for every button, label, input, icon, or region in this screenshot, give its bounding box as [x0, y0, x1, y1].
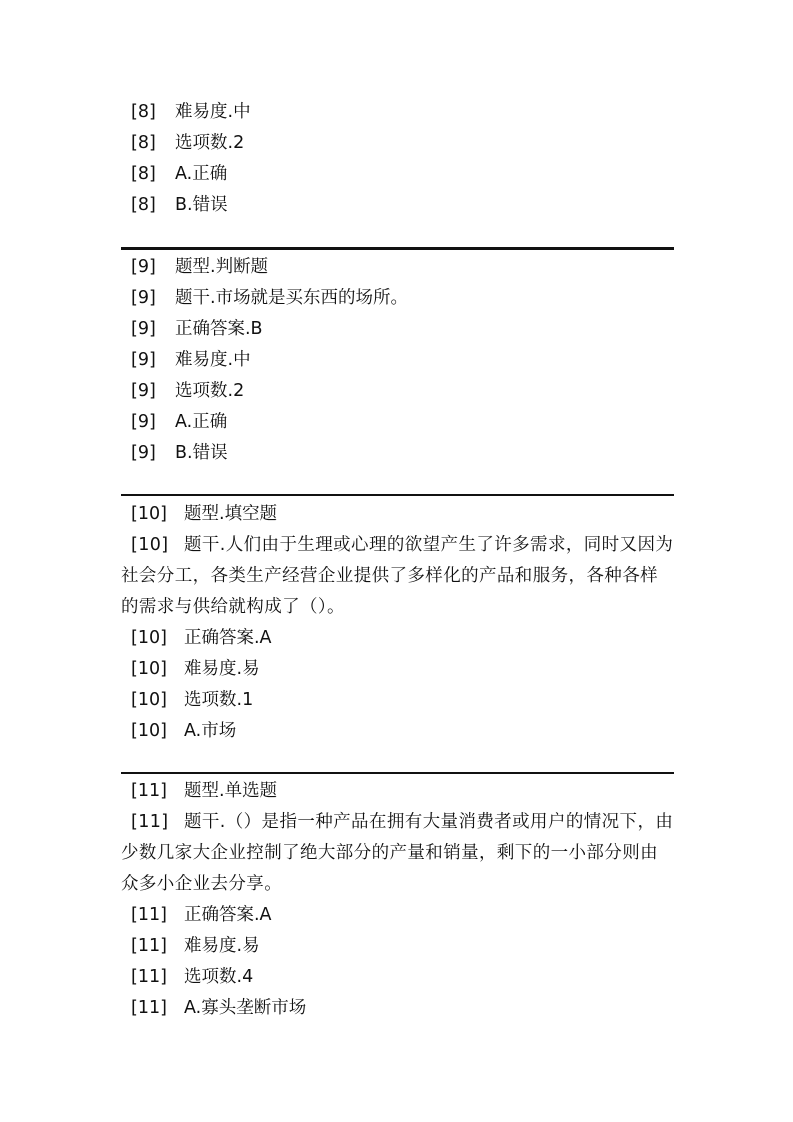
- question-tag: [11]: [131, 936, 167, 956]
- question-tag: [10]: [131, 690, 167, 710]
- line-text: A.寡头垄断市场: [184, 998, 307, 1018]
- question-10-option-count: [121, 685, 674, 716]
- question-tag: [8]: [131, 164, 156, 184]
- question-11-option-count: [121, 962, 674, 993]
- question-10-option-a: [121, 716, 674, 747]
- question-9-block: [121, 252, 674, 469]
- section-divider: [121, 772, 674, 774]
- line-text: 难易度.中: [175, 102, 251, 122]
- line-text: 难易度.中: [175, 350, 251, 370]
- question-tag: [9]: [131, 381, 156, 401]
- question-8-option-count: [121, 128, 674, 159]
- question-10-block: [121, 499, 674, 747]
- line-text: A.正确: [175, 164, 228, 184]
- question-9-option-count: [121, 376, 674, 407]
- line-text: B.错误: [175, 443, 228, 463]
- line-text: 正确答案.A: [184, 628, 272, 648]
- question-tag: [8]: [131, 133, 156, 153]
- line-text: 难易度.易: [184, 659, 260, 679]
- line-text: 选项数.2: [175, 133, 245, 153]
- question-tag: [9]: [131, 443, 156, 463]
- section-divider: [121, 247, 674, 250]
- line-text: 选项数.4: [184, 967, 254, 987]
- question-10-type: [121, 499, 674, 530]
- line-text: 选项数.2: [175, 381, 245, 401]
- question-10-answer: [121, 623, 674, 654]
- question-11-option-a: [121, 993, 674, 1024]
- line-text: 题型.单选题: [184, 781, 278, 801]
- question-tag: [10]: [131, 721, 167, 741]
- question-11-answer: [121, 900, 674, 931]
- question-tag: [8]: [131, 195, 156, 215]
- question-9-difficulty: [121, 345, 674, 376]
- section-divider: [121, 494, 674, 496]
- line-text: 正确答案.B: [175, 319, 263, 339]
- question-tag: [9]: [131, 319, 156, 339]
- question-tag: [11]: [131, 905, 167, 925]
- question-tag: [9]: [131, 350, 156, 370]
- question-8-option-b: [121, 190, 674, 221]
- question-8-difficulty: [121, 97, 674, 128]
- question-9-type: [121, 252, 674, 283]
- question-8-block: [121, 97, 674, 221]
- line-text: A.正确: [175, 412, 228, 432]
- question-tag: [9]: [131, 257, 156, 277]
- question-9-option-a: [121, 407, 674, 438]
- question-tag: [8]: [131, 102, 156, 122]
- question-10-difficulty: [121, 654, 674, 685]
- line-text: A.市场: [184, 721, 237, 741]
- question-tag: [9]: [131, 412, 156, 432]
- question-tag: [11]: [131, 812, 169, 832]
- question-9-stem: [121, 283, 674, 314]
- question-tag: [10]: [131, 628, 167, 648]
- line-text: 选项数.1: [184, 690, 254, 710]
- question-8-option-a: [121, 159, 674, 190]
- question-tag: [11]: [131, 781, 167, 801]
- question-9-answer: [121, 314, 674, 345]
- stem-text: 题干.（）是指一种产品在拥有大量消费者或用户的情况下，由少数几家大企业控制了绝大部分的产量和销量，剩下的一小部分则由众多小企业去分享。: [121, 812, 674, 894]
- question-tag: [10]: [131, 535, 169, 555]
- line-text: 题型.填空题: [184, 504, 278, 524]
- question-9-option-b: [121, 438, 674, 469]
- stem-text: 题干.人们由于生理或心理的欲望产生了许多需求，同时又因为社会分工，各类生产经营企业提供了多样化的产品和服务，各种各样的需求与供给就构成了（）。: [121, 535, 674, 617]
- question-tag: [10]: [131, 504, 167, 524]
- question-tag: [9]: [131, 288, 156, 308]
- line-text: 题型.判断题: [175, 257, 269, 277]
- line-text: B.错误: [175, 195, 228, 215]
- line-text: 难易度.易: [184, 936, 260, 956]
- question-tag: [11]: [131, 967, 167, 987]
- question-11-type: [121, 776, 674, 807]
- question-10-stem: [121, 530, 674, 623]
- question-tag: [10]: [131, 659, 167, 679]
- line-text: 正确答案.A: [184, 905, 272, 925]
- question-tag: [11]: [131, 998, 167, 1018]
- question-11-difficulty: [121, 931, 674, 962]
- question-11-block: [121, 776, 674, 1024]
- question-11-stem: [121, 807, 674, 900]
- line-text: 题干.市场就是买东西的场所。: [175, 288, 409, 308]
